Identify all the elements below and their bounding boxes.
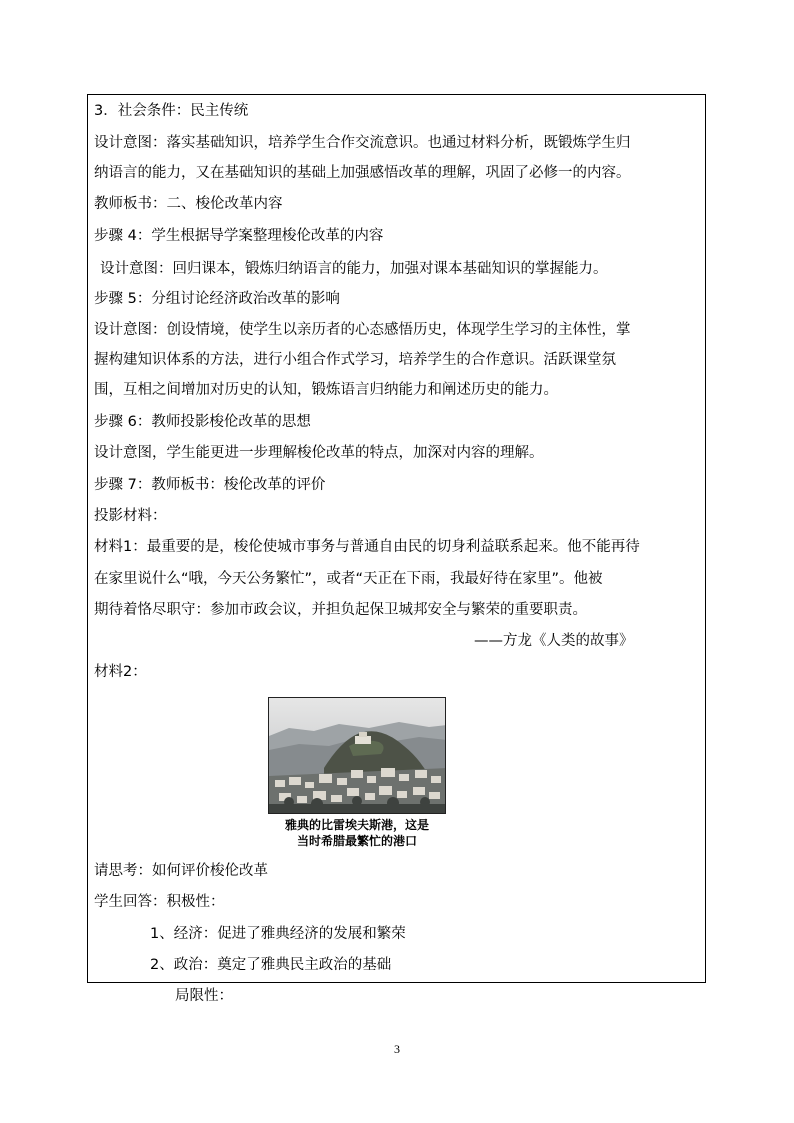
text-line-material-1c: 期待着恪尽职守：参加市政会议，并担负起保卫城邦安全与繁荣的重要职责。 <box>94 602 587 618</box>
piraeus-port-illustration <box>269 698 446 814</box>
figure-caption-line-2: 当时希腊最繁忙的港口 <box>296 834 417 848</box>
figure-caption-line-1: 雅典的比雷埃夫斯港，这是 <box>284 818 429 832</box>
text-line-design-intent-3c: 围，互相之间增加对历史的认知，锻炼语言归纳能力和阐述历史的能力。 <box>94 382 558 398</box>
text-line-answer-politics: 2、政治：奠定了雅典民主政治的基础 <box>150 957 392 973</box>
text-line-board-content: 教师板书：二、梭伦改革内容 <box>94 196 283 212</box>
text-line-design-intent-4: 设计意图，学生能更进一步理解梭伦改革的特点，加深对内容的理解。 <box>94 445 544 461</box>
text-line-social-condition: 3．社会条件：民主传统 <box>94 103 249 119</box>
text-line-design-intent-3b: 握构建知识体系的方法，进行小组合作式学习，培养学生的合作意识。活跃课堂氛 <box>94 352 616 368</box>
text-line-material-1a: 材料1：最重要的是，梭伦使城市事务与普通自由民的切身利益联系起来。他不能再待 <box>94 539 640 555</box>
text-line-material-1b: 在家里说什么“哦，今天公务繁忙”，或者“天正在下雨，我最好待在家里”。他被 <box>94 571 603 587</box>
text-line-student-answer: 学生回答：积极性： <box>94 894 225 910</box>
text-line-step-5: 步骤 5：分组讨论经济政治改革的影响 <box>94 291 340 307</box>
text-line-design-intent-1b: 纳语言的能力，又在基础知识的基础上加强感悟改革的理解，巩固了必修一的内容。 <box>94 165 631 181</box>
text-line-step-6: 步骤 6：教师投影梭伦改革的思想 <box>94 414 311 430</box>
text-line-think-question: 请思考：如何评价梭伦改革 <box>94 863 268 879</box>
text-line-material-2: 材料2： <box>94 664 147 680</box>
text-line-answer-economy: 1、经济：促进了雅典经济的发展和繁荣 <box>150 926 406 942</box>
figure-piraeus-port <box>268 697 446 848</box>
text-line-design-intent-2: 设计意图：回归课本，锻炼归纳语言的能力，加强对课本基础知识的掌握能力。 <box>100 261 608 277</box>
page-number: 3 <box>394 1042 400 1056</box>
text-line-limitations: 局限性： <box>175 988 233 1004</box>
citation-source: ——方龙《人类的故事》 <box>474 633 634 649</box>
text-line-projection-material: 投影材料： <box>94 508 167 524</box>
text-line-step-7: 步骤 7：教师板书：梭伦改革的评价 <box>94 477 326 493</box>
text-line-step-4: 步骤 4：学生根据导学案整理梭伦改革的内容 <box>94 228 384 244</box>
piraeus-port-photo <box>268 697 446 814</box>
text-line-design-intent-3a: 设计意图：创设情境，使学生以亲历者的心态感悟历史，体现学生学习的主体性，掌 <box>94 322 631 338</box>
text-line-design-intent-1a: 设计意图：落实基础知识，培养学生合作交流意识。也通过材料分析，既锻炼学生归 <box>94 135 631 151</box>
